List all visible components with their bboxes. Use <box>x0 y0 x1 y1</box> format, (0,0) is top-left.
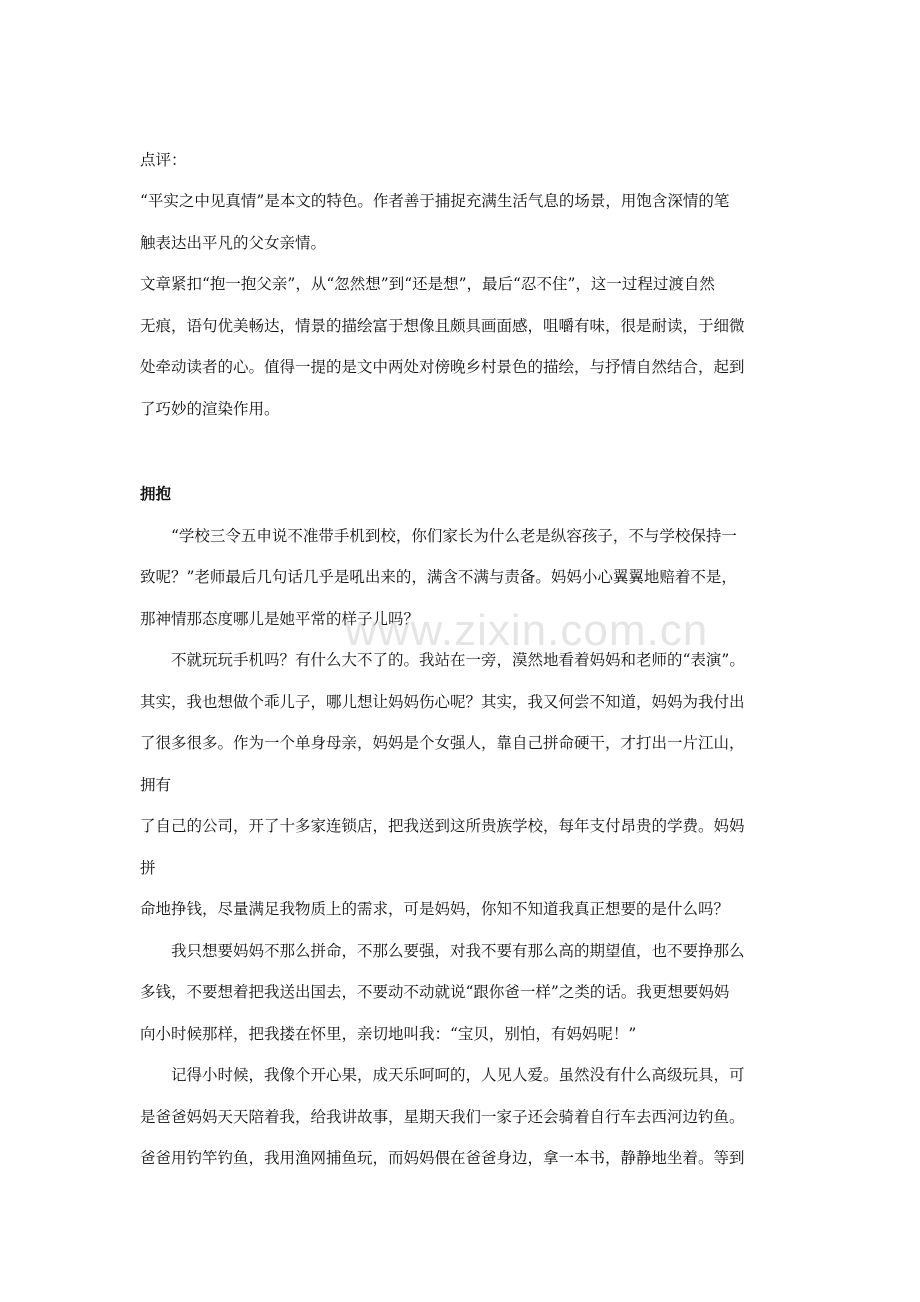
article-title: 拥抱 <box>140 485 172 503</box>
article-line: 向小时候那样，把我搂在怀里，亲切地叫我：“宝贝，别怕，有妈妈呢！” <box>140 1025 637 1043</box>
article-line: 了很多很多。作为一个单身母亲，妈妈是个女强人，靠自己拼命硬干，才打出一片江山， <box>140 734 745 752</box>
review-line: 文章紧扣“抱一抱父亲”，从“忽然想”到“还是想”，最后“忍不住”，这一过程过渡自然 <box>140 275 715 293</box>
article-line: 命地挣钱，尽量满足我物质上的需求，可是妈妈，你知不知道我真正想要的是什么吗？ <box>140 900 730 918</box>
review-line: 触表达出平凡的父女亲情。 <box>140 234 327 252</box>
article-line: 其实，我也想做个乖儿子，哪儿想让妈妈伤心呢？其实，我又何尝不知道，妈妈为我付出 <box>140 693 745 711</box>
review-line: 了巧妙的渲染作用。 <box>140 400 280 418</box>
watermark: www.zixin.com.cn <box>345 606 709 655</box>
article-line: “学校三令五申说不准带手机到校，你们家长为什么老是纵容孩子，不与学校保持一 <box>171 527 737 545</box>
article-line: 那神情那态度哪儿是她平常的样子儿吗？ <box>140 610 420 628</box>
article-line: 不就玩玩手机吗？有什么大不了的。我站在一旁，漠然地看着妈妈和老师的“表演”。 <box>171 651 745 669</box>
article-line: 爸爸用钓竿钓鱼，我用渔网捕鱼玩，而妈妈偎在爸爸身边，拿一本书，静静地坐着。等到 <box>140 1149 745 1167</box>
article-line: 了自己的公司，开了十多家连锁店，把我送到这所贵族学校，每年支付昂贵的学费。妈妈 <box>140 817 745 835</box>
review-line: “平实之中见真情”是本文的特色。作者善于捕捉充满生活气息的场景，用饱含深情的笔 <box>140 192 730 210</box>
article-line: 多钱，不要想着把我送出国去，不要动不动就说“跟你爸一样”之类的话。我更想要妈妈 <box>140 983 730 1001</box>
article-line: 是爸爸妈妈天天陪着我，给我讲故事，星期天我们一家子还会骑着自行车去西河边钓鱼。 <box>140 1108 745 1126</box>
review-line: 处牵动读者的心。值得一提的是文中两处对傍晚乡村景色的描绘，与抒情自然结合，起到 <box>140 358 745 376</box>
article-line: 记得小时候，我像个开心果，成天乐呵呵的，人见人爱。虽然没有什么高级玩具，可 <box>171 1066 745 1084</box>
article-line: 拥有 <box>140 776 172 794</box>
article-line: 致呢？”老师最后几句话几乎是吼出来的，满含不满与责备。妈妈小心翼翼地赔着不是， <box>140 568 737 586</box>
article-line: 拼 <box>140 859 156 877</box>
article-line: 我只想要妈妈不那么拼命，不那么要强，对我不要有那么高的期望值，也不要挣那么 <box>171 942 745 960</box>
review-heading: 点评： <box>140 151 187 169</box>
review-line: 无痕，语句优美畅达，情景的描绘富于想像且颇具画面感，咀嚼有味，很是耐读，于细微 <box>140 317 745 335</box>
